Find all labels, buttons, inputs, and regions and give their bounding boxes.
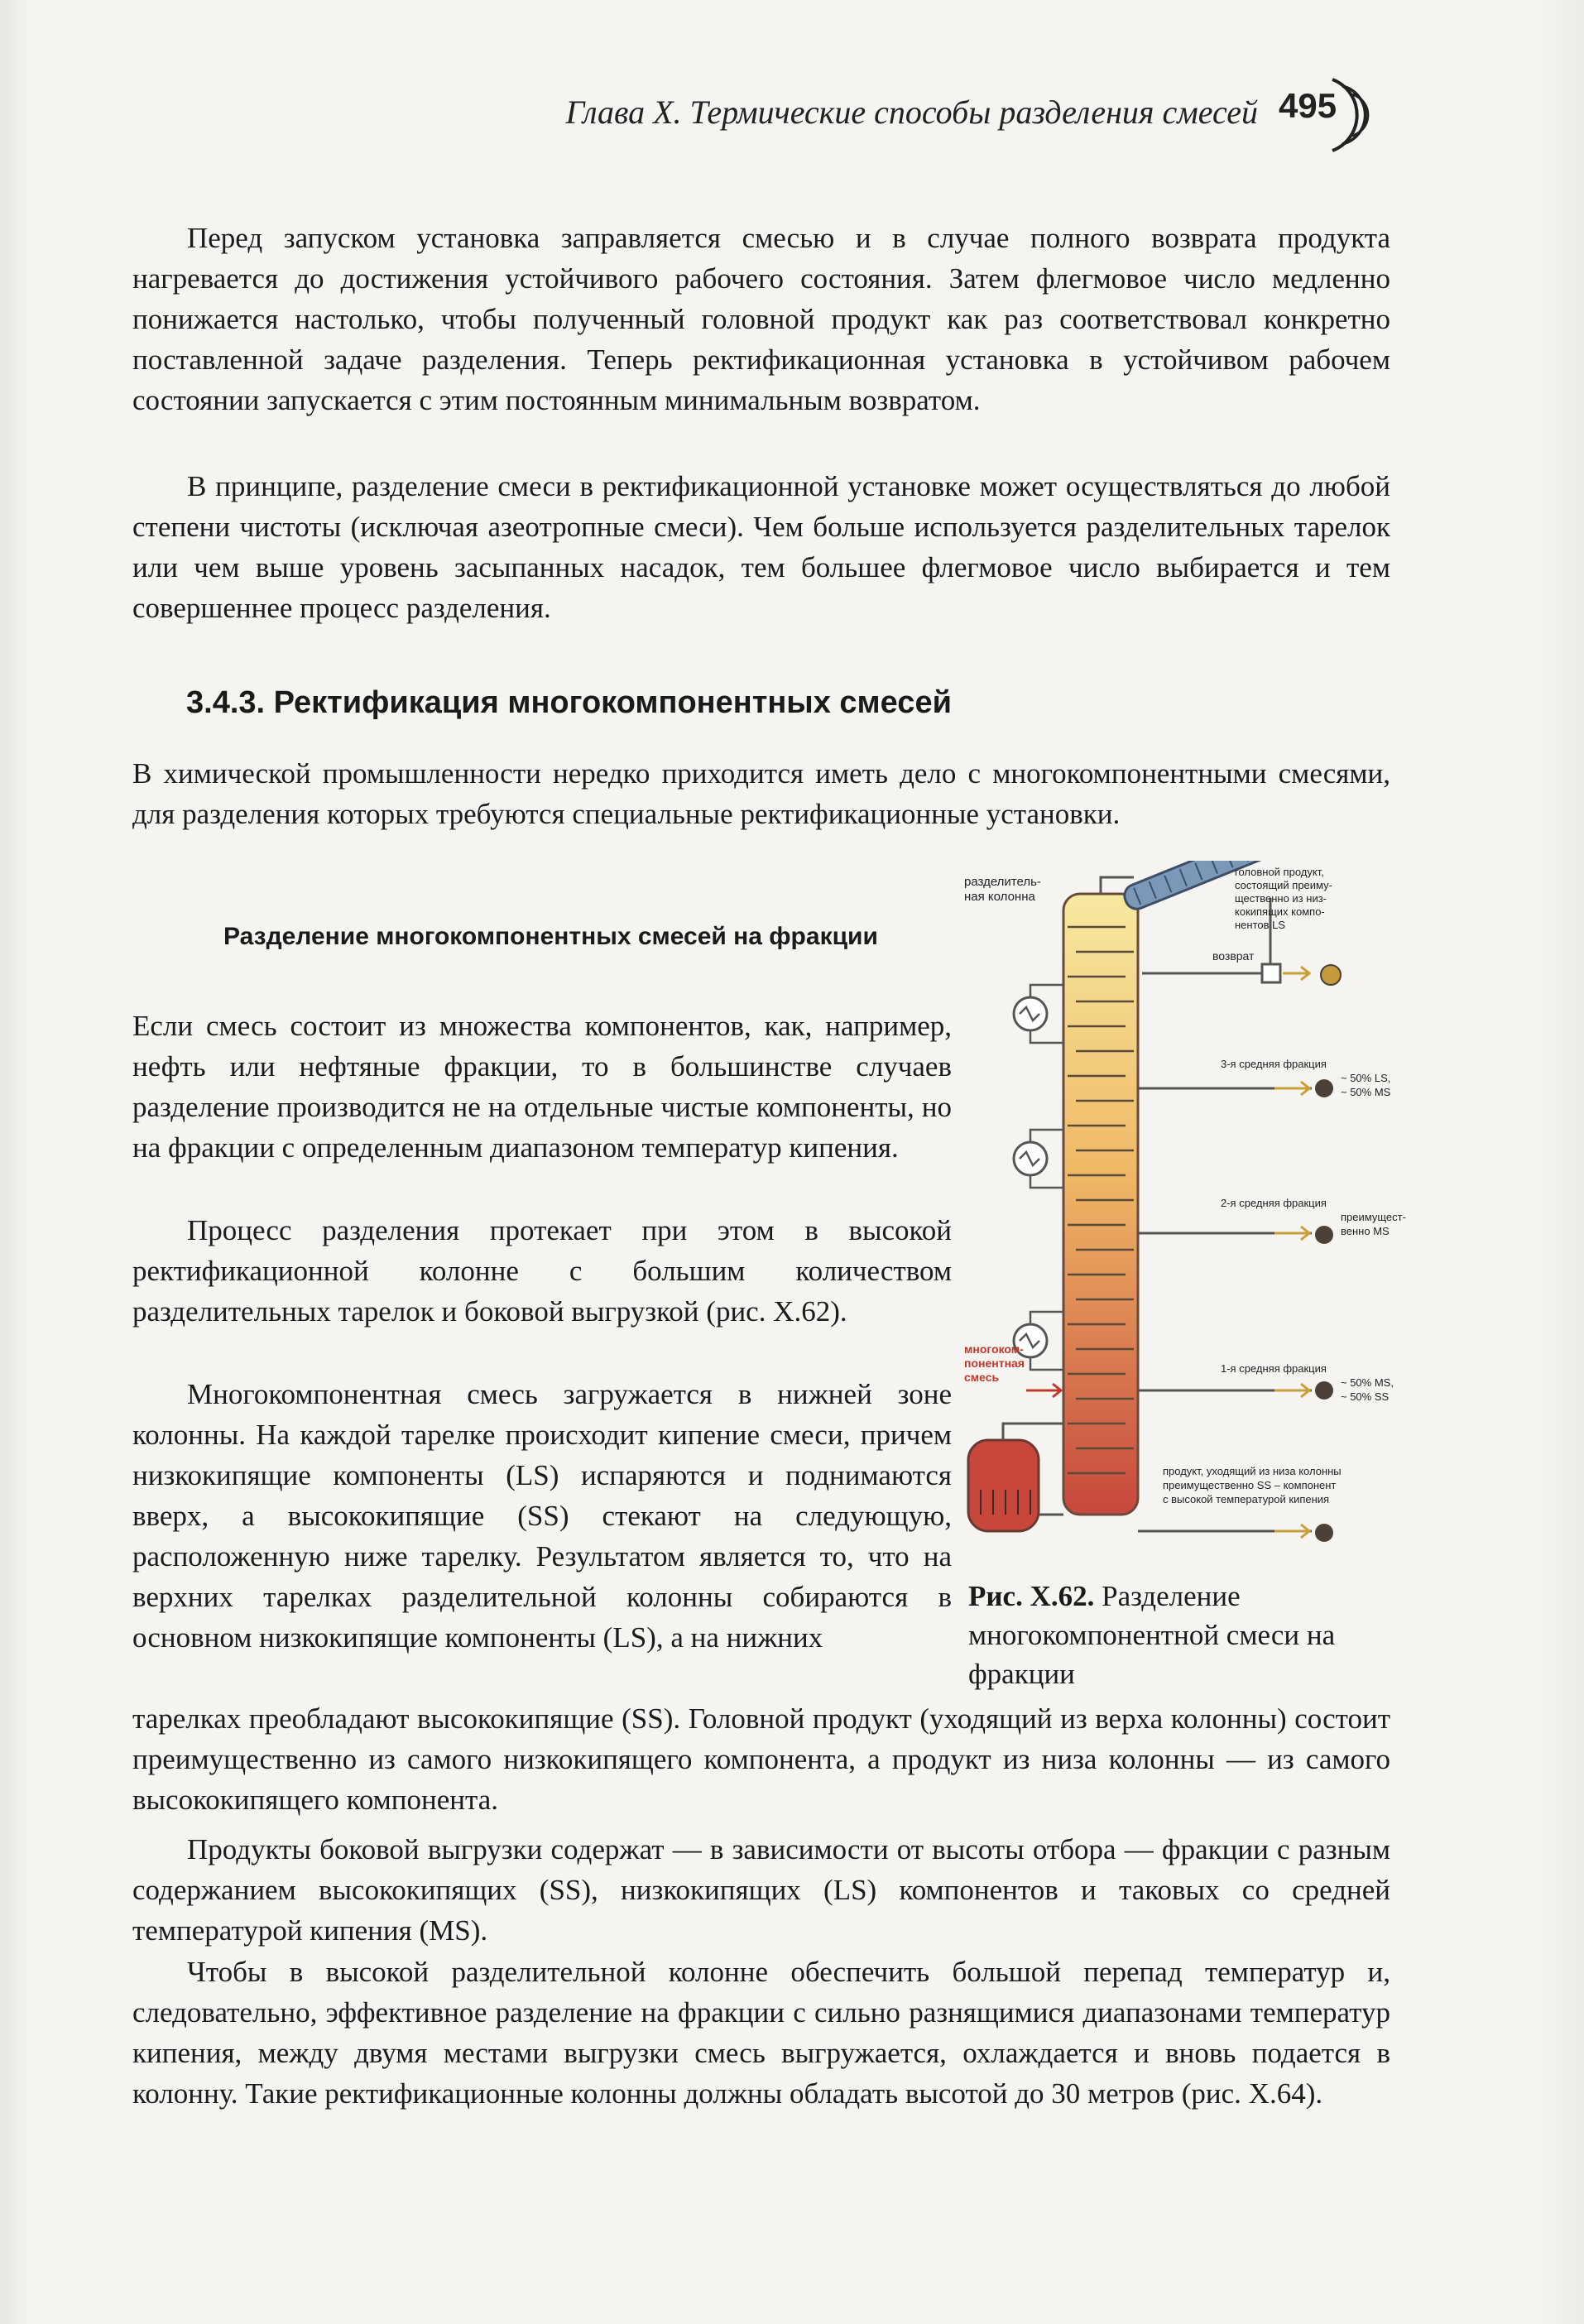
paragraph-8: Чтобы в высокой разделительной колонне обеспечить большой перепад температур и, следовательно, эффективное разделение на фракции с сильно разнящимися диапазонами температур кипения, между двумя местами выгрузки смесь выгружается, охлаждается и вновь подается в колонну. Такие ректификационные колонны должны обладать высотой до 30 метров (рис. X.64). (132, 1956, 1390, 2110)
feed-arrow (1026, 1384, 1061, 1397)
label-feed-2: понентная (964, 1356, 1025, 1370)
label-frac2-2: преимущест- (1341, 1211, 1406, 1223)
paragraph-2: В принципе, разделение смеси в ректификационной установке может осуществляться до любой степени чистоты (исключая азеотропные смеси). Чем больше используется разделительных тарелок или чем выше уровень засыпанных насадок, тем большее флегмовое число выбирается и тем совершеннее процесс разделения. (132, 470, 1390, 624)
figure-fractionation-column (943, 861, 1407, 1589)
column-body (1063, 894, 1138, 1515)
label-head-4: кокипящих компо- (1235, 905, 1325, 918)
svg-text:разделитель-ная колонна (964, 875, 1041, 904)
section-title: 3.4.3. Ректификация многокомпонентных смесей (186, 685, 952, 720)
caption-text: Разделение многокомпонентной смеси на фракции (968, 1580, 1336, 1690)
label-frac1-2: ~ 50% MS, (1341, 1376, 1394, 1389)
label-frac3-2: ~ 50% LS, (1341, 1072, 1391, 1084)
label-head-2: состоящий преиму- (1235, 879, 1332, 891)
page-number: 495 (1279, 86, 1337, 125)
head-product-dot (1321, 965, 1341, 985)
figure-caption (968, 1577, 1399, 1693)
label-column-1: разделитель- (964, 875, 1041, 889)
label-bottom-1: продукт, уходящий из низа колонны (1163, 1465, 1342, 1477)
label-frac1-3: ~ 50% SS (1341, 1390, 1390, 1403)
label-column-2: ная колонна (964, 890, 1035, 904)
label-frac3-3: ~ 50% MS (1341, 1086, 1391, 1098)
svg-text:головной продукт, сост (1235, 866, 1336, 931)
paragraph-7: Продукты боковой выгрузки содержат — в зависимости от высоты отбора — фракции с разным содержанием высококипящих (SS), низкокипящих (LS) компонентов и таковых со средней температурой кипения (MS). (132, 1833, 1390, 1947)
paragraph-6a: Многокомпонентная смесь загружается в нижней зоне колонны. На каждой тарелке происходит кипение смеси, причем низкокипящие компоненты (LS) испаряются и поднимаются вверх, а высококипящие (SS) стекают на следующую, расположенную ниже тарелку. Результатом является то, что на верхних тарелках разделительной колонны собираются в основном низкокипящие компоненты (LS), а на нижних (132, 1378, 952, 1654)
subsection-title: Разделение многокомпонентных смесей на фракции (223, 923, 878, 950)
svg-text:1-я средняя фракция ~ (1221, 1362, 1397, 1403)
head-product-arrow (1283, 967, 1309, 980)
reboiler (968, 1440, 1039, 1531)
svg-text:3-я средняя фракция ~ (1221, 1058, 1394, 1098)
label-reflux: возврат (1212, 949, 1255, 963)
label-frac2-3: венно MS (1341, 1225, 1390, 1237)
label-bottom-2: преимущественно SS – компонент (1163, 1479, 1337, 1491)
label-frac1-1: 1-я средняя фракция (1221, 1362, 1327, 1375)
label-head-1: головной продукт, (1235, 866, 1324, 878)
label-frac3-1: 3-я средняя фракция (1221, 1058, 1327, 1070)
svg-text:2-я средняя фракция пр (1221, 1197, 1407, 1237)
reflux-drum (1262, 964, 1280, 982)
paragraph-3: В химической промышленности нередко приходится иметь дело с многокомпонентными смесями, для разделения которых требуются специальные ректификационные установки. (132, 757, 1390, 830)
svg-text:продукт, уходящий из низа коло (1163, 1465, 1344, 1505)
column-diagram (943, 861, 1407, 1589)
label-frac2-1: 2-я средняя фракция (1221, 1197, 1327, 1209)
page-number-arcs-icon (1324, 70, 1390, 161)
paragraph-4: Если смесь состоит из множества компонентов, как, например, нефть или нефтяные фракции, то в большинстве случаев разделение производится не на отдельные чистые компоненты, но на фракции с определенным диапазоном температур кипения. (132, 1010, 952, 1164)
svg-text:многоком- понентная (964, 1342, 1028, 1384)
label-bottom-3: с высокой температурой кипения (1163, 1493, 1330, 1505)
label-feed-1: многоком- (964, 1342, 1024, 1356)
caption-label: Рис. X.62. (968, 1580, 1095, 1612)
label-head-5: нентов LS (1235, 919, 1286, 931)
paragraph-1: Перед запуском установка заправляется смесью и в случае полного возврата продукта нагревается до достижения устойчивого рабочего состояния. Затем флегмовое число медленно понижается настолько, чтобы полученный головной продукт как раз соответствовал конкретно поставленной задаче разделения. Теперь ректификационная установка в устойчивом рабочем состоянии запускается с этим постоянным минимальным возвратом. (132, 222, 1390, 416)
paragraph-5: Процесс разделения протекает при этом в высокой ректификационной колонне с большим количеством разделительных тарелок и боковой выгрузкой (рис. X.62). (132, 1214, 952, 1328)
label-feed-3: смесь (964, 1371, 1000, 1384)
running-header: Глава X. Термические способы разделения смесей (565, 94, 1258, 131)
label-head-3: щественно из низ- (1235, 892, 1327, 905)
paragraph-6b: тарелках преобладают высококипящие (SS). Головной продукт (уходящий из верха колонны) состоит преимущественно из самого низкокипящего компонента, а продукт из низа колонны — из самого высококипящего компонента. (132, 1702, 1390, 1816)
